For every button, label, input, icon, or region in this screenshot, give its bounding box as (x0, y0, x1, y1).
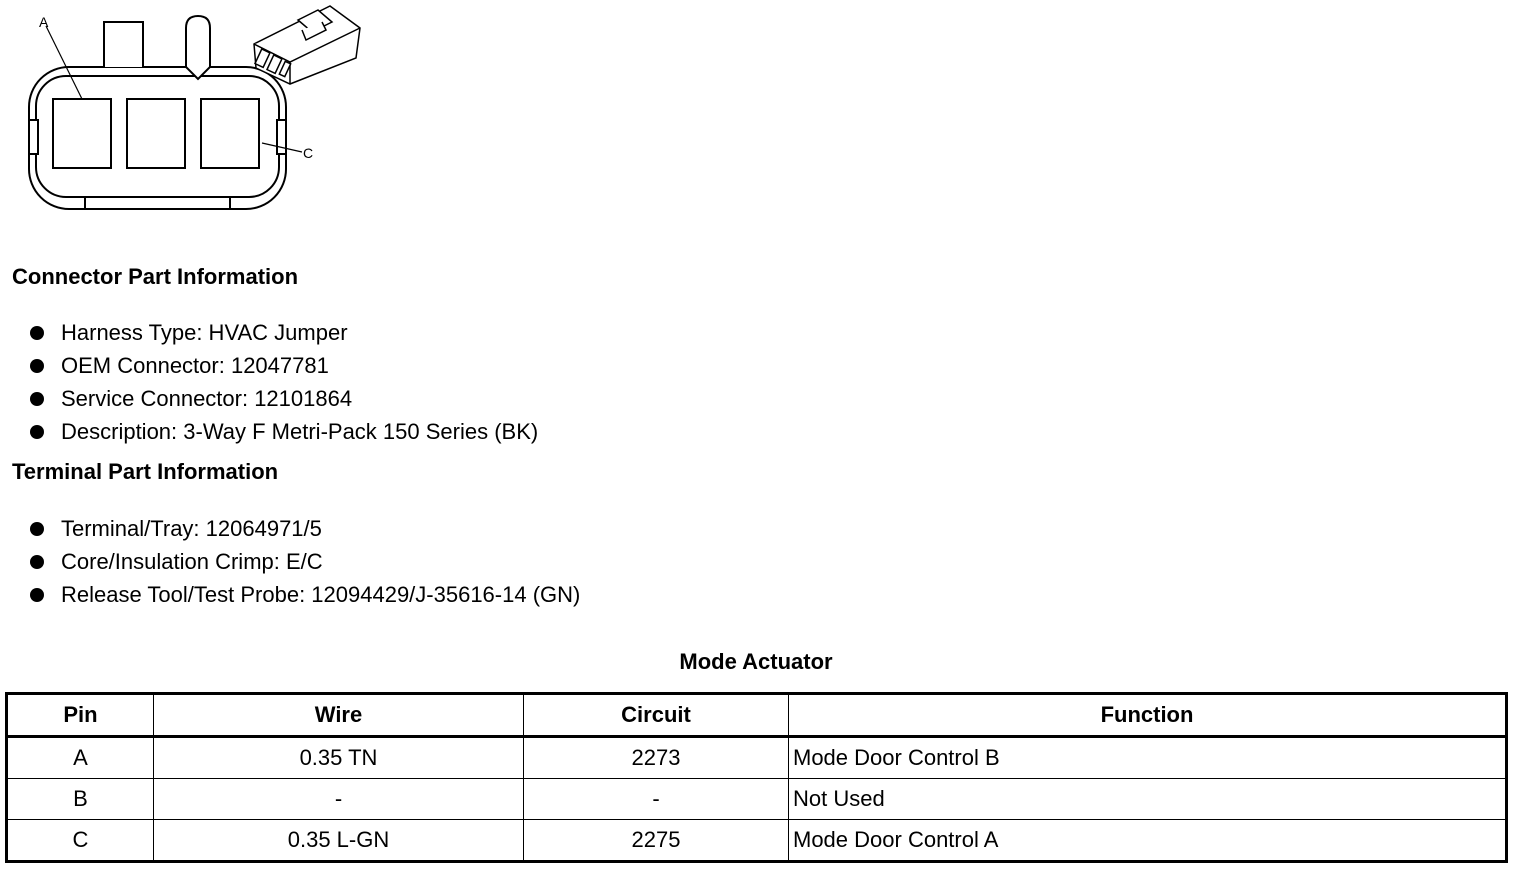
cell-circuit: 2275 (524, 820, 789, 862)
cell-pin: B (7, 779, 154, 820)
list-item (28, 578, 580, 611)
list-item-text: Harness Type: HVAC Jumper (61, 319, 348, 345)
table-row (7, 820, 1507, 862)
connector-diagram (0, 0, 380, 225)
table-row (7, 737, 1507, 779)
cell-wire: - (154, 779, 524, 820)
cell-pin: C (7, 820, 154, 862)
cell-wire: 0.35 L-GN (154, 820, 524, 862)
cell-wire: 0.35 TN (154, 737, 524, 779)
bullet-icon (30, 359, 44, 373)
cell-circuit: - (524, 779, 789, 820)
cell-pin: A (7, 737, 154, 779)
cell-circuit: 2273 (524, 737, 789, 779)
bullet-icon (30, 522, 44, 536)
column-header-wire: Wire (154, 694, 524, 737)
table-caption: Mode Actuator (679, 649, 833, 674)
list-item-text: Description: 3-Way F Metri-Pack 150 Series (BK) (61, 418, 539, 444)
connector-info-list (28, 316, 538, 448)
cell-function: Mode Door Control B (789, 737, 1507, 779)
connector-thumbnail-icon (254, 6, 360, 84)
list-item-text: Terminal/Tray: 12064971/5 (61, 515, 322, 541)
list-item (28, 349, 538, 382)
list-item (28, 415, 538, 448)
list-item (28, 545, 580, 578)
list-item-text: Service Connector: 12101864 (61, 385, 353, 411)
pin-label-c: C (303, 145, 314, 161)
list-item-text: OEM Connector: 12047781 (61, 352, 329, 378)
terminal-info-list (28, 512, 580, 611)
column-header-function: Function (789, 694, 1507, 737)
cell-function: Not Used (789, 779, 1507, 820)
bullet-icon (30, 392, 44, 406)
connector-info-title: Connector Part Information (12, 264, 299, 289)
table-header-row (7, 694, 1507, 737)
column-header-pin: Pin (7, 694, 154, 737)
list-item-text: Release Tool/Test Probe: 12094429/J-35616-14 (GN) (61, 581, 581, 607)
cell-function: Mode Door Control A (789, 820, 1507, 862)
pin-label-a: A (39, 14, 49, 30)
list-item-text: Core/Insulation Crimp: E/C (61, 548, 323, 574)
bullet-icon (30, 588, 44, 602)
bullet-icon (30, 326, 44, 340)
bullet-icon (30, 425, 44, 439)
list-item (28, 382, 538, 415)
connector-face-drawing (0, 0, 380, 225)
list-item (28, 512, 580, 545)
bullet-icon (30, 555, 44, 569)
table-row (7, 779, 1507, 820)
terminal-info-title: Terminal Part Information (12, 459, 279, 484)
pin-table (5, 692, 1508, 863)
list-item (28, 316, 538, 349)
column-header-circuit: Circuit (524, 694, 789, 737)
